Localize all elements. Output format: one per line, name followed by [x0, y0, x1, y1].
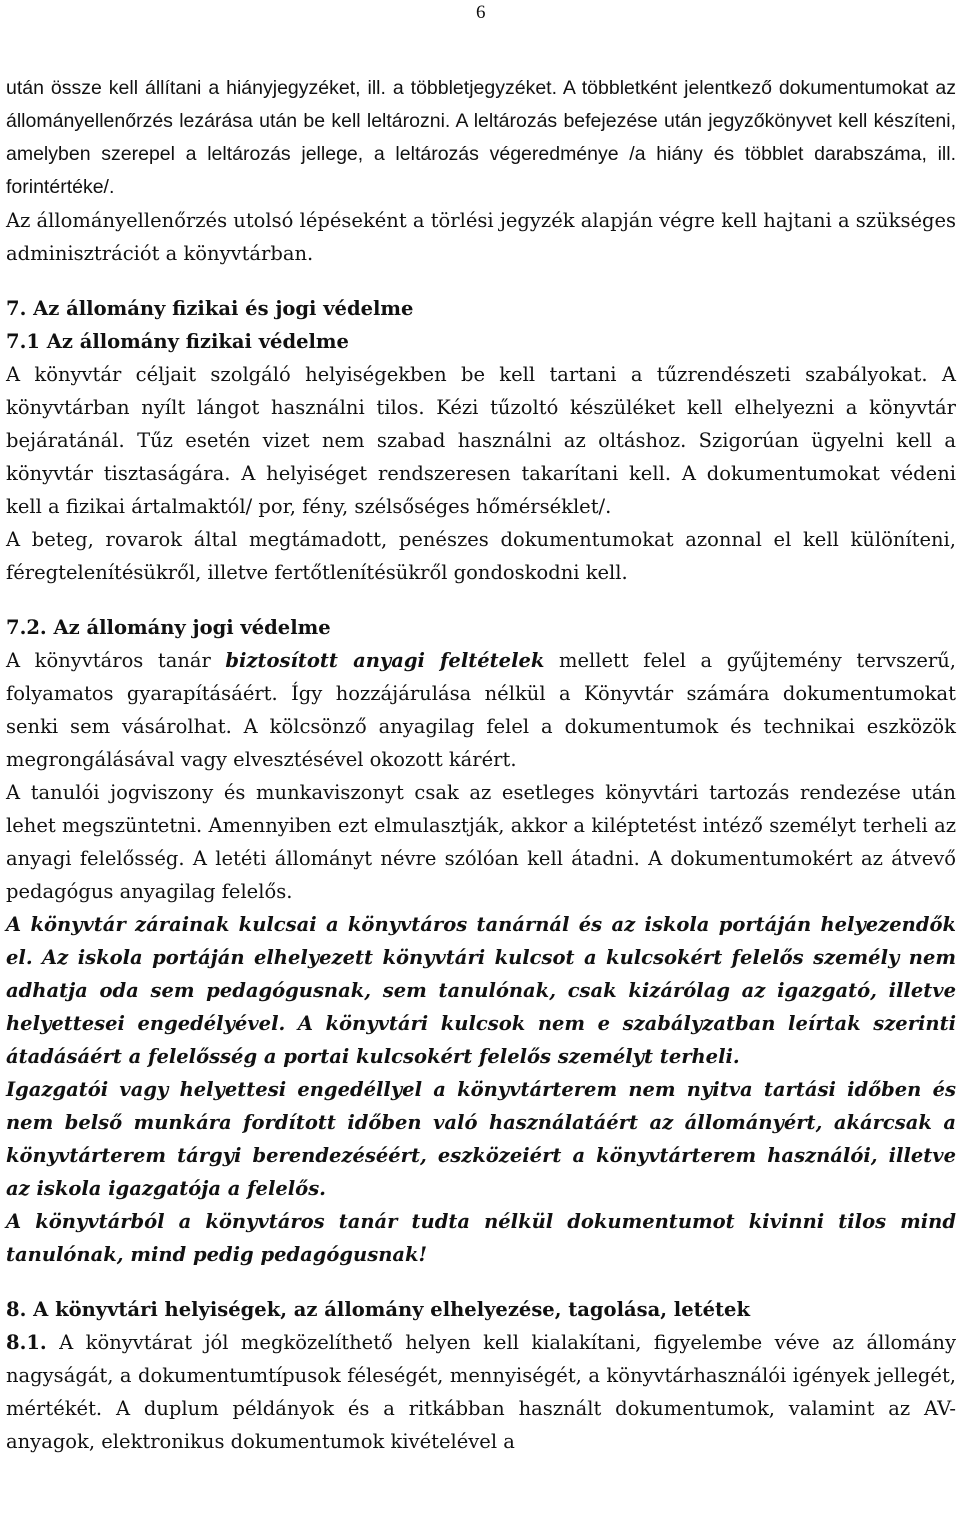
- section-7-2-text-a: A könyvtáros tanár: [6, 649, 226, 672]
- section-7-1-paragraph: A könyvtár céljait szolgáló helyiségekben be kell tartani a tűzrendészeti szabályokat. A könyvtárban nyílt lángot használni tilos. Kézi tűzoltó készüléket kell elhelyezni a könyvtár bejáratánál. Tűz esetén vizet nem szabad használni az oltáshoz. Szigorúan ügyelni kell a könyvtár tisztaságára. A helyiséget rendszeresen takarítani kell. A dokumentumokat védeni kell a fizikai ártalmaktól/ por, fény, szélsőséges hőmérséklet/.: [6, 363, 956, 518]
- section-7-2-heading: 7.2. Az állomány jogi védelme: [6, 616, 331, 639]
- section-7-2-usage-paragraph: Igazgatói vagy helyettesi engedéllyel a könyvtárterem nem nyitva tartási időben és nem belső munkára fordított időben való használatáért az állományért, akárcsak a könyvtárterem tárgyi berendezéséért, eszközeiért a könyvtárterem használói, illetve az iskola igazgatója a felelős.: [6, 1078, 956, 1200]
- section-8-1-text: A könyvtárat jól megközelíthető helyen kell kialakítani, figyelembe véve az állomány nagyságát, a dokumentumtípusok féleségét, mennyiségét, a könyvtárhasználói igények jellegét, mértékét. A duplum példányok és a ritkábban használt dokumentumok, valamint az AV-anyagok, elektronikus dokumentumok kivételével a: [6, 1331, 956, 1453]
- intro-paragraph: után össze kell állítani a hiányjegyzéket, ill. a többletjegyzéket. A többletként jelentkező dokumentumokat az állományellenőrzés lezárása után be kell leltározni. A leltározás befejezése után jegyzőkönyvet kell készíteni, amelyben szerepel a leltározás jellege, a leltározás végeredménye /a hiány és többlet darabszáma, ill. forintértéke/.: [6, 77, 956, 198]
- section-7-1-paragraph-2: A beteg, rovarok által megtámadott, penészes dokumentumokat azonnal el kell különíteni, féregtelenítésükről, illetve fertőtlenítésükről gondoskodni kell.: [6, 528, 956, 584]
- section-7-2-text-b: mellett felel a gyűjtemény tervszerű, folyamatos gyarapításáért. Így hozzájárulása nélkül a Könyvtár számára dokumentumokat senki sem vásárolhat. A kölcsönző anyagilag felel a dokumentumok és technikai eszközök megrongálásával vagy elvesztésével okozott kárért.: [6, 649, 956, 771]
- document-body: [6, 72, 956, 1458]
- section-7-2-keys-paragraph: A könyvtár zárainak kulcsai a könyvtáros tanárnál és az iskola portáján helyezendők el. Az iskola portáján elhelyezett könyvtári kulcsot a kulcsokért felelős személy nem adhatja oda sem pedagógusnak, sem tanulónak, csak kizárólag az igazgató, illetve helyettesei engedélyével. A könyvtári kulcsok nem e szabályzatban leírtak szerinti átadásáért a felelősség a portai kulcsokért felelős személyt terheli.: [6, 913, 956, 1068]
- section-8-heading: 8. A könyvtári helyiségek, az állomány elhelyezése, tagolása, letétek: [6, 1298, 750, 1321]
- section-7-2-paragraph-2: A tanulói jogviszony és munkaviszonyt csak az esetleges könyvtári tartozás rendezése után lehet megszüntetni. Amennyiben ezt elmulasztják, akkor a kiléptetést intéző személyt terheli az anyagi felelősség. A letéti állományt névre szólóan kell átadni. A dokumentumokért az átvevő pedagógus anyagilag felelős.: [6, 781, 956, 903]
- section-7-2-paragraph: [6, 644, 956, 776]
- intro-paragraph-2: Az állományellenőrzés utolsó lépéseként a törlési jegyzék alapján végre kell hajtani a szükséges adminisztrációt a könyvtárban.: [6, 209, 957, 265]
- section-8-1-label: 8.1.: [6, 1331, 47, 1354]
- section-8-1-paragraph: [6, 1326, 956, 1458]
- section-7-2-emphasis: biztosított anyagi feltételek: [225, 649, 545, 672]
- section-7-heading: 7. Az állomány fizikai és jogi védelme: [6, 297, 414, 320]
- page-number: 6: [476, 2, 486, 23]
- section-7-1-heading: 7.1 Az állomány fizikai védelme: [6, 330, 349, 353]
- section-7-2-removal-paragraph: A könyvtárból a könyvtáros tanár tudta nélkül dokumentumot kivinni tilos mind tanulónak, mind pedig pedagógusnak!: [6, 1210, 956, 1266]
